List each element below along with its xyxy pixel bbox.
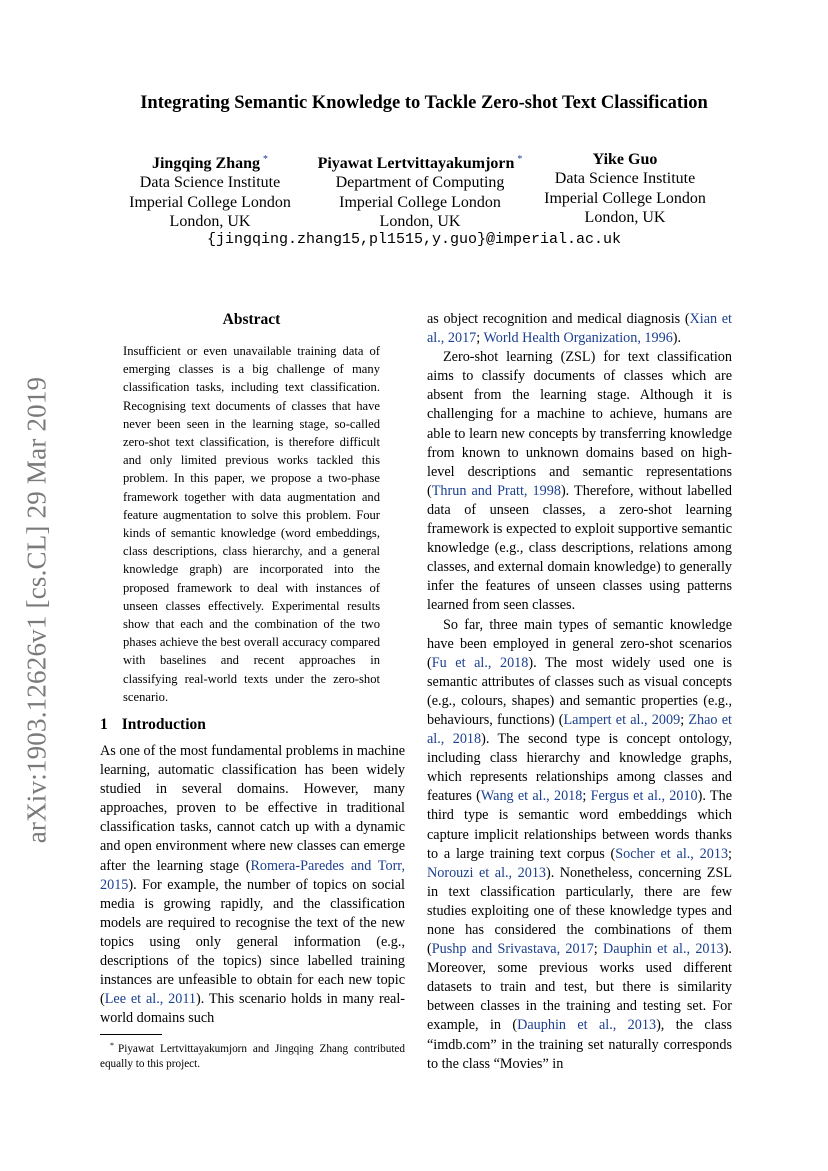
footnote	[100, 1038, 405, 1072]
paragraph	[427, 616, 732, 1074]
equal-contribution-mark: *	[263, 154, 269, 165]
citation-link[interactable]: Dauphin et al., 2013	[603, 941, 724, 958]
author-name: Piyawat Lertvittayakumjorn	[317, 155, 515, 172]
citation-link[interactable]: Norouzi et al., 2013	[427, 864, 547, 881]
text-run: ;	[582, 788, 591, 805]
footnote-rule	[100, 1034, 162, 1035]
text-run: ;	[476, 330, 484, 347]
text-run: ;	[593, 941, 604, 958]
text-run: ). The third type is semantic word embeddings which capture implicit relationships between words thanks to a large training text corpus (	[427, 788, 732, 862]
citation-link[interactable]: Fergus et al., 2010	[590, 788, 698, 805]
abstract-heading: Abstract	[222, 311, 281, 328]
text-run: ). For example, the number of topics on social media is growing rapidly, and the classification models are required to recognise the text of the new topics using only general information (e.g., descriptions of the topics) since labelled training instances are unfeasible to obtain for each new topic (	[100, 876, 405, 1008]
author-dept: Data Science Institute	[554, 170, 696, 188]
text-run: ), the class “imdb.com” in the training set naturally corresponds to the class “Movies” in	[427, 1017, 732, 1072]
citation-link[interactable]: Zhao et al., 2018	[427, 711, 732, 748]
citation-link[interactable]: Xian et al., 2017	[427, 311, 732, 347]
equal-contribution-mark: *	[517, 154, 523, 165]
arxiv-identifier	[15, 365, 59, 855]
citation-link[interactable]: Fu et al., 2018	[431, 654, 529, 671]
abstract-text: Insufficient or even unavailable training data of emerging classes is a big challenge of many classification tasks, including text classification. Recognising text documents of classes that have never been seen in the learning stage, so-called zero-shot text classification, is therefore difficult and only limited previous works tackled this problem. In this paper, we propose a two-phase framework together with data augmentation and feature augmentation to solve this problem. Four kinds of semantic knowledge (word embeddings, class descriptions, class hierarchy, and a general knowledge graph) are incorporated into the proposed framework to deal with instances of unseen classes effectively. Experimental results show that each and the combination of the two phases achieve the best overall accuracy compared with baselines and recent approaches in classifying real-world texts under the zero-shot scenario.	[123, 344, 380, 704]
paragraph	[427, 348, 732, 615]
author-location: London, UK	[584, 209, 666, 227]
text-run: ). The second type is concept ontology, including class hierarchy and knowledge graphs, which represents relationships among classes and features (	[427, 731, 732, 805]
citation-link[interactable]: Dauphin et al., 2013	[517, 1017, 657, 1034]
citation-link[interactable]: Romera-Paredes and Torr, 2015	[100, 857, 405, 893]
section-number: 1	[100, 716, 108, 733]
author-name: Yike Guo	[592, 151, 658, 168]
text-run: as object recognition and medical diagnosis (	[427, 311, 690, 327]
citation-link[interactable]: Pushp and Srivastava, 2017	[431, 941, 594, 958]
citation-link[interactable]: World Health Organization, 1996	[483, 330, 673, 347]
author-org: Imperial College London	[339, 193, 501, 211]
author-emails: {jingqing.zhang15,pl1515,y.guo}@imperial.ac.uk	[206, 231, 622, 248]
footnote-mark: *	[110, 1041, 114, 1050]
author-2	[305, 150, 535, 232]
author-dept: Data Science Institute	[139, 174, 281, 192]
footnote-text: Piyawat Lertvittayakumjorn and Jingqing Zhang contributed equally to this project.	[100, 1043, 405, 1070]
citation-link[interactable]: Socher et al., 2013	[615, 845, 729, 862]
section-title: Introduction	[121, 716, 206, 733]
text-run: ). Moreover, some previous works used different datasets to train and test, but there is similarity between classes in the training and testing set. For example, in (	[427, 941, 732, 1034]
text-run: ). Therefore, without labelled data of unseen classes, a zero-shot learning framework is expected to exploit supportive semantic knowledge (e.g., class descriptions, relations among classes, and external domain knowledge) to generally infer the features of unseen classes using patterns learned from seen classes.	[427, 482, 732, 614]
author-dept: Department of Computing	[335, 174, 505, 192]
author-name: Jingqing Zhang	[151, 155, 261, 172]
text-run: ;	[680, 711, 689, 728]
author-block	[100, 150, 740, 230]
citation-link[interactable]: Lampert et al., 2009	[563, 711, 681, 728]
text-run: ;	[728, 845, 732, 862]
paragraph	[100, 742, 405, 1028]
author-3	[520, 150, 730, 228]
author-org: Imperial College London	[129, 193, 291, 211]
right-column-body	[427, 310, 732, 1074]
text-run: ). The most widely used one is semantic attributes of classes such as visual concepts (e.g., colours, shapes) and semantic properties (e.g., behaviours, functions) (	[427, 654, 733, 728]
section-heading	[100, 716, 206, 734]
author-1	[100, 150, 320, 232]
citation-link[interactable]: Wang et al., 2018	[480, 788, 583, 805]
author-location: London, UK	[169, 213, 251, 231]
text-run: As one of the most fundamental problems in machine learning, automatic classification has been widely studied in several domains. However, many approaches, proven to be effective in traditional classification tasks, cannot catch up with a dynamic and open environment where new classes can emerge after the learning stage (	[100, 743, 405, 874]
text-run: ).	[672, 330, 682, 347]
author-org: Imperial College London	[544, 189, 706, 207]
text-run: ). This scenario holds in many real-world domains such	[100, 991, 405, 1027]
author-location: London, UK	[379, 213, 461, 231]
text-run: Zero-shot learning (ZSL) for text classification aims to classify documents of classes which are absent from the learning stage. Although it is challenging for a machine to achieve, humans are able to learn new concepts by transferring knowledge from known to unknown domains based on high-level descriptions and semantic representations (	[427, 349, 732, 499]
citation-link[interactable]: Thrun and Pratt, 1998	[431, 482, 561, 499]
arxiv-identifier-text: arXiv:1903.12626v1 [cs.CL] 29 Mar 2019	[21, 376, 52, 844]
text-run: So far, three main types of semantic knowledge have been employed in general zero-shot scenarios (	[427, 616, 732, 671]
left-column-body	[100, 742, 405, 1028]
paper-title: Integrating Semantic Knowledge to Tackle Zero-shot Text Classification	[140, 93, 708, 113]
paragraph	[427, 310, 732, 348]
text-run: ). Nonetheless, concerning ZSL in text classification particularly, there are few studies exploiting one of these knowledge types and none has considered the combinations of them (	[427, 864, 732, 958]
citation-link[interactable]: Lee et al., 2011	[104, 991, 197, 1008]
